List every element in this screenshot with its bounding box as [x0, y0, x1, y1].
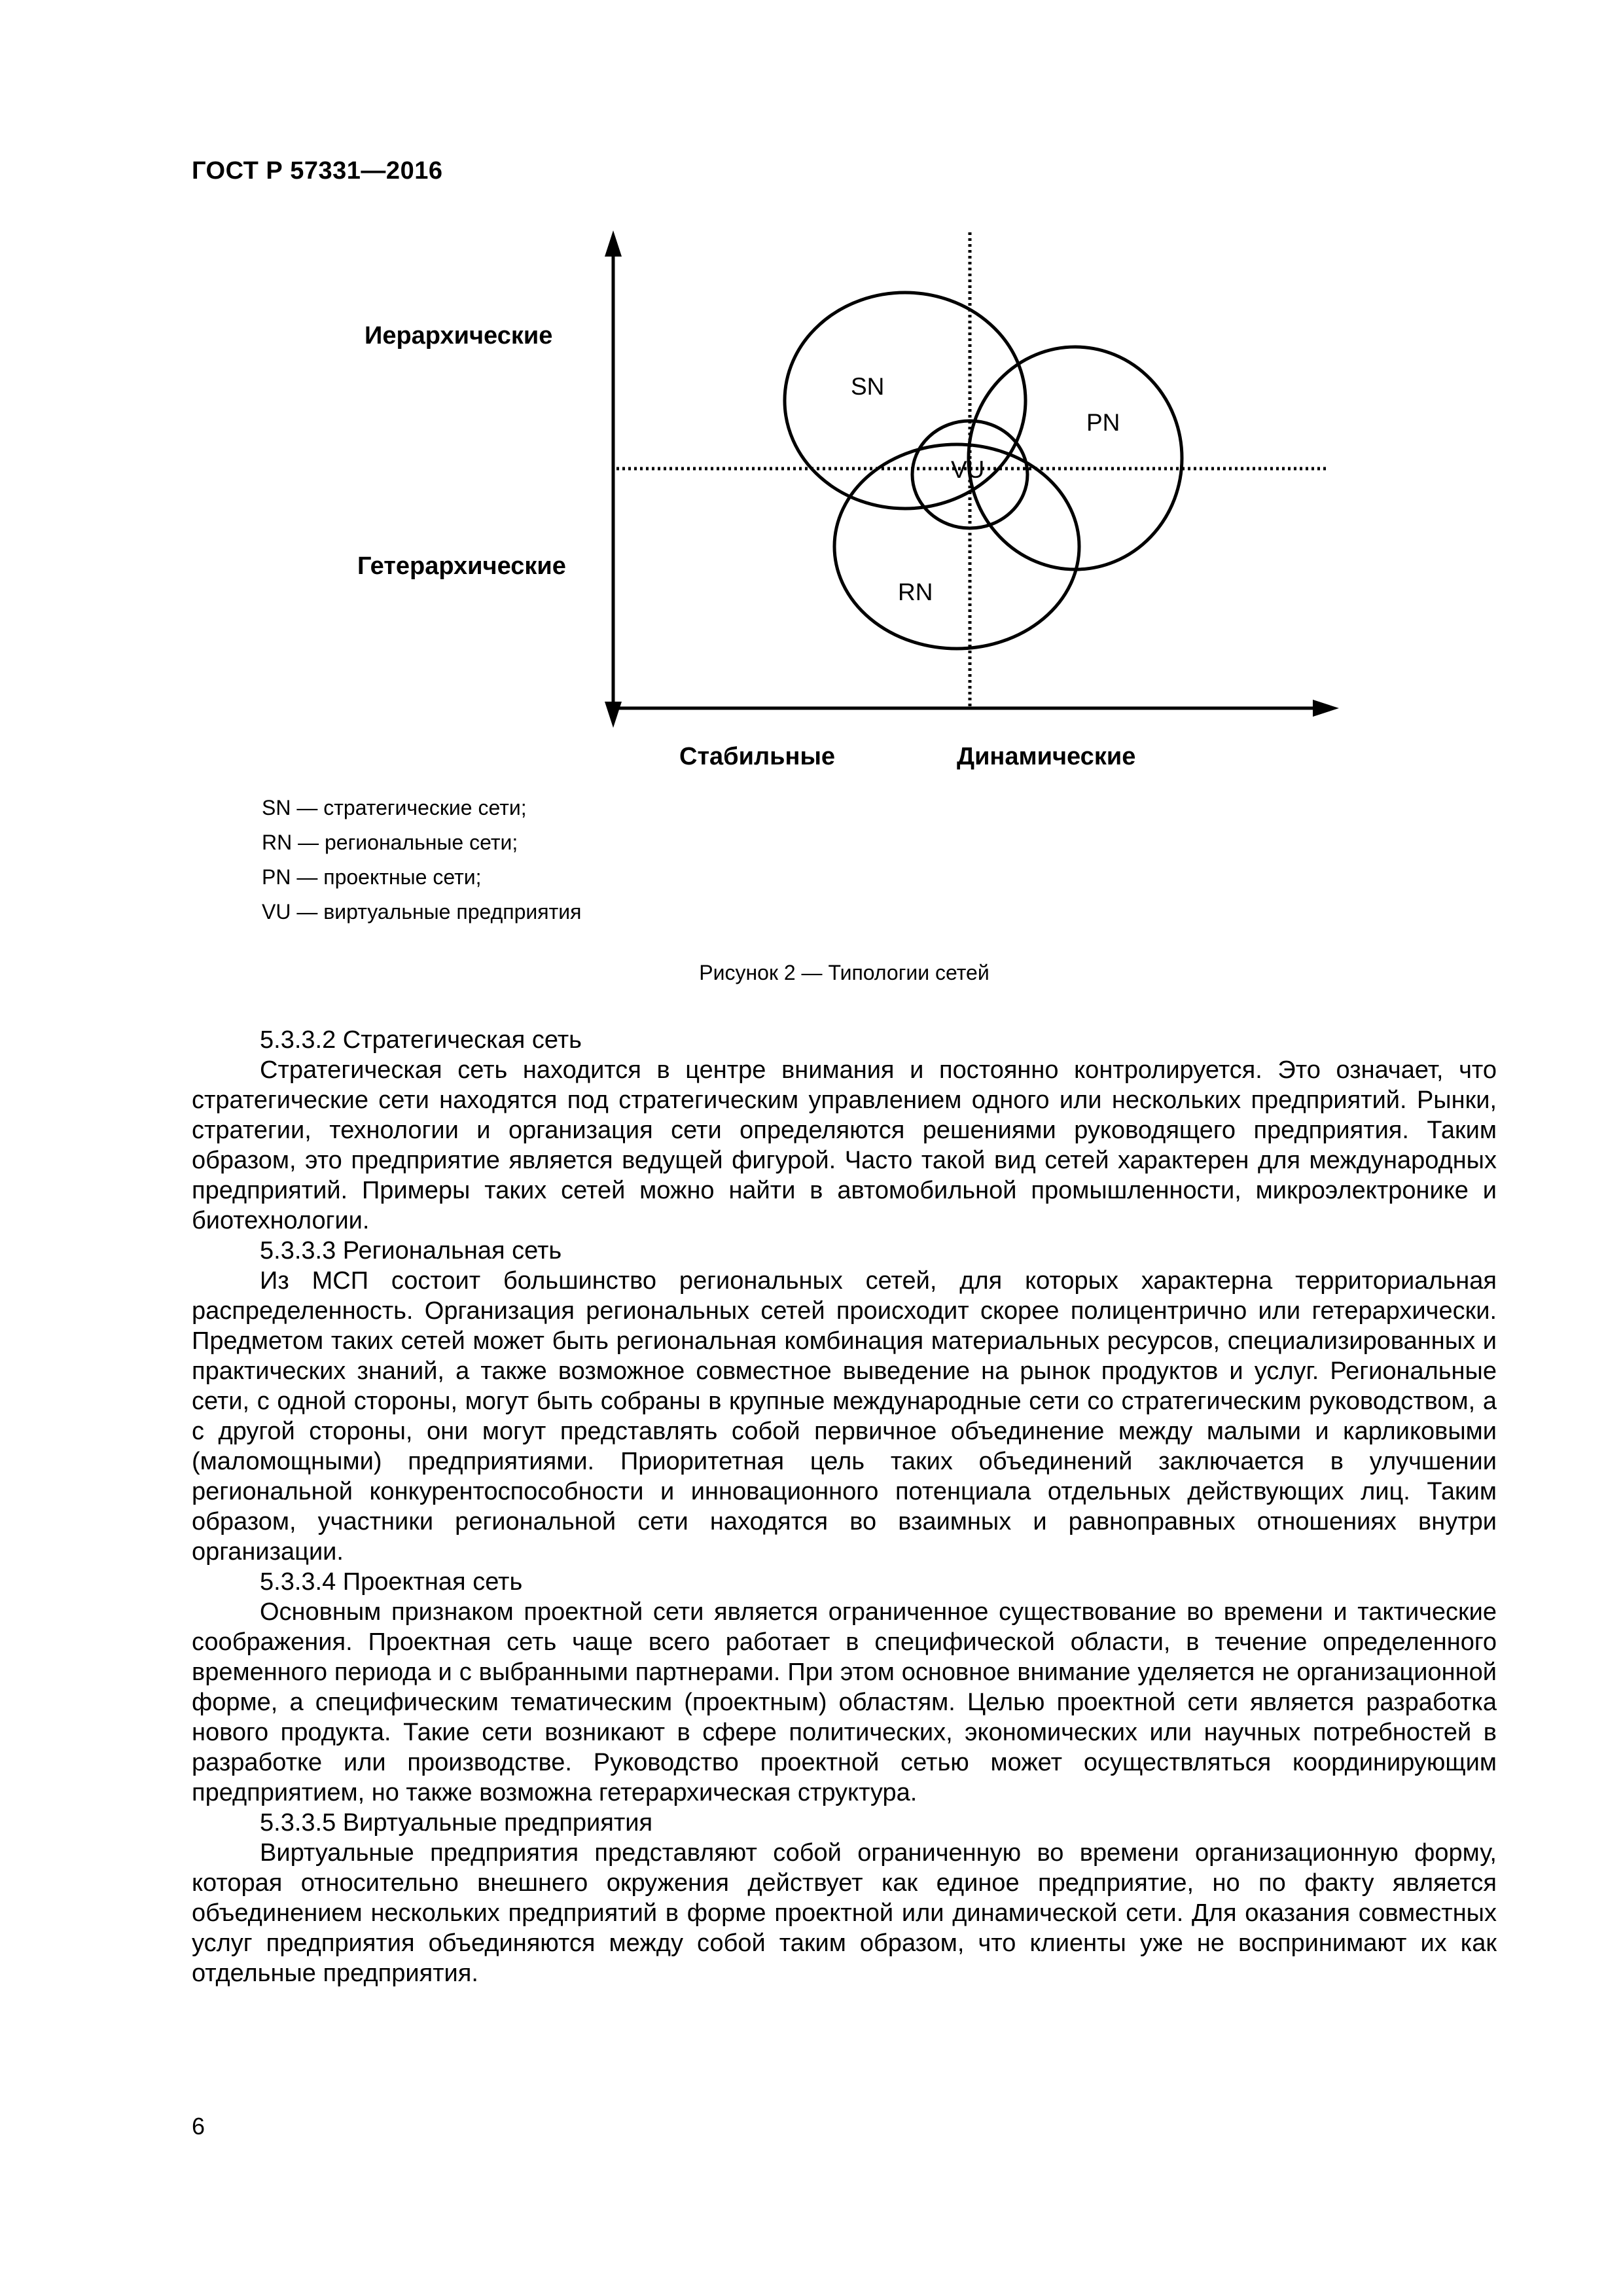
legend-item-sn: SN — стратегические сети;: [262, 796, 527, 819]
rn-label: RN: [898, 579, 933, 605]
sn-label: SN: [851, 373, 885, 400]
legend-item-rn: RN — региональные сети;: [262, 831, 518, 854]
pn-label: PN: [1086, 409, 1120, 436]
section-paragraph-project: Основным признаком проектной сети является ограниченное существование во времени и тактические соображения. Проектная сеть чаще всего работает в специфической области, в течение определенного временного периода и с выбранными партнерами. При этом основное внимание уделяется не организационной форме, а специфическим тематическим (проектным) областям. Целью проектной сети является разработка нового продукта. Такие сети возникают в сфере политических, экономических или научных потребностей в разработке или производстве. Руководство проектной сетью может осуществляться координирующим предприятием, но также возможна гетерархическая структура.: [192, 1598, 1497, 1806]
legend-item-vu: VU — виртуальные предприятия: [262, 900, 582, 924]
y-label-hierarchical: Иерархические: [365, 322, 553, 350]
figure-caption: Рисунок 2 — Типологии сетей: [699, 961, 990, 984]
document-body: [192, 1025, 1497, 1988]
y-label-heterarchical: Гетерархические: [357, 552, 566, 580]
section-paragraph-strategic: Стратегическая сеть находится в центре внимания и постоянно контролируется. Это означает, что стратегические сети находятся под стратегическим управлением одного или нескольких предприятий. Рынки, стратегии, технологии и организация сети определяются решениями руководящего предприятия. Таким образом, это предприятие является ведущей фигурой. Часто такой вид сетей характерен для международных предприятий. Примеры таких сетей можно найти в автомобильной промышленности, микроэлектронике и биотехнологии.: [192, 1056, 1497, 1234]
y-axis-arrow-bottom: [605, 702, 622, 728]
x-axis-arrow-right: [1313, 700, 1339, 717]
sn-circle: [785, 293, 1026, 509]
section-paragraph-regional: Из МСП состоит большинство региональных сетей, для которых характерна территориальная распределенность. Организация региональных сетей происходит скорее полицентрично или гетерархически. Предметом таких сетей может быть региональная комбинация материальных ресурсов, специализированных и практических знаний, а также возможное совместное выведение на рынок продуктов и услуг. Региональные сети, с одной стороны, могут быть собраны в крупные международные сети со стратегическим руководством, а с другой стороны, они могут представлять собой первичное объединение между малыми и карликовыми (маломощными) предприятиями. Приоритетная цель таких объединений заключается в улучшении региональной конкурентоспособности и инновационного потенциала отдельных действующих лиц. Таким образом, участники региональной сети находятся во взаимных и равноправных отношениях внутри организации.: [192, 1267, 1497, 1566]
x-label-stable: Стабильные: [679, 743, 836, 770]
y-axis-arrow-top: [605, 230, 622, 257]
vu-label: VU: [951, 456, 985, 483]
page-number: 6: [192, 2113, 205, 2140]
figure-legend: [262, 791, 581, 929]
section-heading-strategic: 5.3.3.2 Стратегическая сеть: [260, 1026, 582, 1054]
network-typology-diagram: [0, 0, 1623, 785]
section-heading-project: 5.3.3.4 Проектная сеть: [260, 1568, 523, 1596]
legend-item-pn: PN — проектные сети;: [262, 865, 482, 889]
page-header-standard-id: ГОСТ Р 57331—2016: [192, 157, 443, 185]
x-label-dynamic: Динамические: [957, 743, 1136, 770]
section-heading-virtual: 5.3.3.5 Виртуальные предприятия: [260, 1809, 653, 1837]
section-paragraph-virtual: Виртуальные предприятия представляют собой ограниченную во времени организационную форму, которая относительно внешнего окружения действует как единое предприятие, но по факту является объединением нескольких предприятий в форме проектной или динамической сети. Для оказания совместных услуг предприятия объединяются между собой таким образом, что клиенты уже не воспринимают их как отдельные предприятия.: [192, 1839, 1497, 1987]
pn-circle: [969, 347, 1182, 569]
section-heading-regional: 5.3.3.3 Региональная сеть: [260, 1237, 562, 1265]
